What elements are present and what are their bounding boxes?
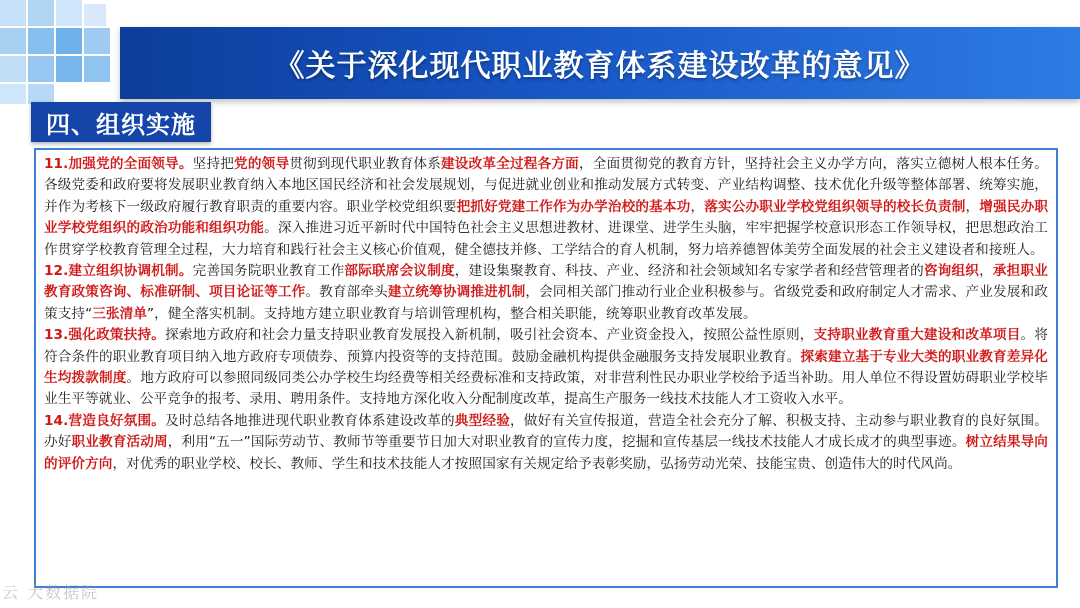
highlighted-text: 探索建立基于专业大类的职业教育差异化生均拨款制度 [44, 348, 1048, 387]
highlighted-text: 14.营造良好氛围。 [44, 412, 166, 429]
highlighted-text: 党的领导 [234, 156, 290, 172]
body-text: 及时总结各地推进现代职业教育体系建设改革的 [165, 412, 455, 429]
body-text: ”，健全落实机制。支持地方建立职业教育与培训管理机构，整合相关职能，统筹职业教育改革发展。 [147, 305, 757, 322]
highlighted-text: 支持职业教育重大建设和改革项目 [813, 327, 1021, 344]
highlighted-text: 落实公办职业学校党组织领导的校长负责制 [704, 198, 966, 215]
highlighted-text: 承担职业教育政策咨询、标准研制、项目论证等工作 [44, 263, 1048, 301]
body-text: ，建设集聚教育、科技、产业、经济和社会领域知名专家学者和经营管理者的 [454, 263, 924, 280]
body-text: 贯彻到现代职业教育体系 [289, 156, 441, 172]
paragraph-13 [44, 325, 1048, 411]
content-box [34, 148, 1058, 588]
paragraph-12 [44, 261, 1048, 325]
highlighted-text: 部际联席会议制度 [344, 263, 455, 280]
highlighted-text: 建立统筹协调推进机制 [387, 284, 526, 301]
body-text: ， [979, 263, 993, 280]
body-text: 。地方政府可以参照同级同类公办学校生均经费等相关经费标准和支持政策，对非营利性民办职业学校给予适当补助。用人单位不得设置妨碍职业学校毕业生平等就业、公平竞争的报考、录用、聘用条件。支持地方深化收入分配制度改革，提高生产服务一线技术技能人才工资收入水平。 [44, 370, 1048, 408]
watermark: 云 大数据院 [2, 583, 100, 602]
body-text: 。深入推进习近平新时代中国特色社会主义思想进教材、进课堂、进学生头脑，牢牢把握学校意识形态工作领导权，把思想政治工作贯穿学校教育管理全过程，大力培育和践行社会主义核心价值观，健全德技并修、工学结合的育人机制，努力培养德智体美劳全面发展的社会主义建设者和接班人。 [44, 220, 1048, 258]
highlighted-text: 把抓好党建工作作为办学治校的基本功 [456, 198, 691, 215]
highlighted-text: 咨询组织 [923, 263, 980, 280]
highlighted-text: 建设改革全过程各方面 [441, 156, 579, 172]
body-text: ，利用“五一”国际劳动节、教师节等重要节日加大对职业教育的宣传力度，挖掘和宣传基层一线技术技能人才成长成才的典型事迹。 [167, 434, 966, 451]
highlighted-text: 树立结果导向的评价方向 [44, 434, 1048, 472]
body-text: 探索地方政府和社会力量支持职业教育发展投入新机制，吸引社会资本、产业资金投入，按照公益性原则， [165, 327, 814, 344]
highlighted-text: 11.加强党的全面领导。 [44, 156, 193, 172]
highlighted-text: 典型经验 [454, 412, 510, 429]
highlighted-text: 增强民办职业学校党组织的政治功能和组织功能 [44, 198, 1049, 237]
page-title: 《关于深化现代职业教育体系建设改革的意见》 [274, 49, 926, 84]
paragraph-11 [44, 154, 1048, 261]
paragraph-14 [44, 411, 1048, 475]
section-tag [31, 102, 211, 142]
body-text: ，全面贯彻党的教育方针，坚持社会主义办学方向，落实立德树人根本任务。各级党委和政府要将发展职业教育纳入本地区国民经济和社会发展规划，与促进就业创业和推动发展方式转变、产业结构调整、技术优化升级等整体部署、统筹实施，并作为考核下一级政府履行教育职责的重要内容。职业学校党组织要 [44, 156, 1048, 215]
body-text: 完善国务院职业教育工作 [192, 263, 345, 280]
body-text: ，会同相关部门推动行业企业积极参与。省级党委和政府制定人才需求、产业发展和政策支持“ [44, 284, 1048, 322]
section-heading: 四、组织实施 [46, 110, 196, 139]
body-text: 。将符合条件的职业教育项目纳入地方政府专项债券、预算内投资等的支持范围。鼓励金融机构提供金融服务支持发展职业教育。 [44, 327, 1049, 365]
title-banner [120, 27, 1080, 99]
highlighted-text: 三张清单 [92, 305, 148, 322]
body-text: ， [965, 198, 980, 215]
body-text: 坚持把 [192, 156, 235, 172]
body-text: ， [690, 198, 705, 215]
body-text: ，做好有关宣传报道，营造全社会充分了解、积极支持、主动参与职业教育的良好氛围。办好 [44, 412, 1048, 451]
body-text: ，对优秀的职业学校、校长、教师、学生和技术技能人才按照国家有关规定给予表彰奖励，弘扬劳动光荣、技能宝贵、创造伟大的时代风尚。 [112, 455, 962, 472]
body-text: 。教育部牵头 [305, 284, 388, 301]
highlighted-text: 职业教育活动周 [71, 434, 168, 451]
highlighted-text: 13.强化政策扶持。 [44, 327, 166, 344]
highlighted-text: 12.建立组织协调机制。 [44, 263, 193, 280]
